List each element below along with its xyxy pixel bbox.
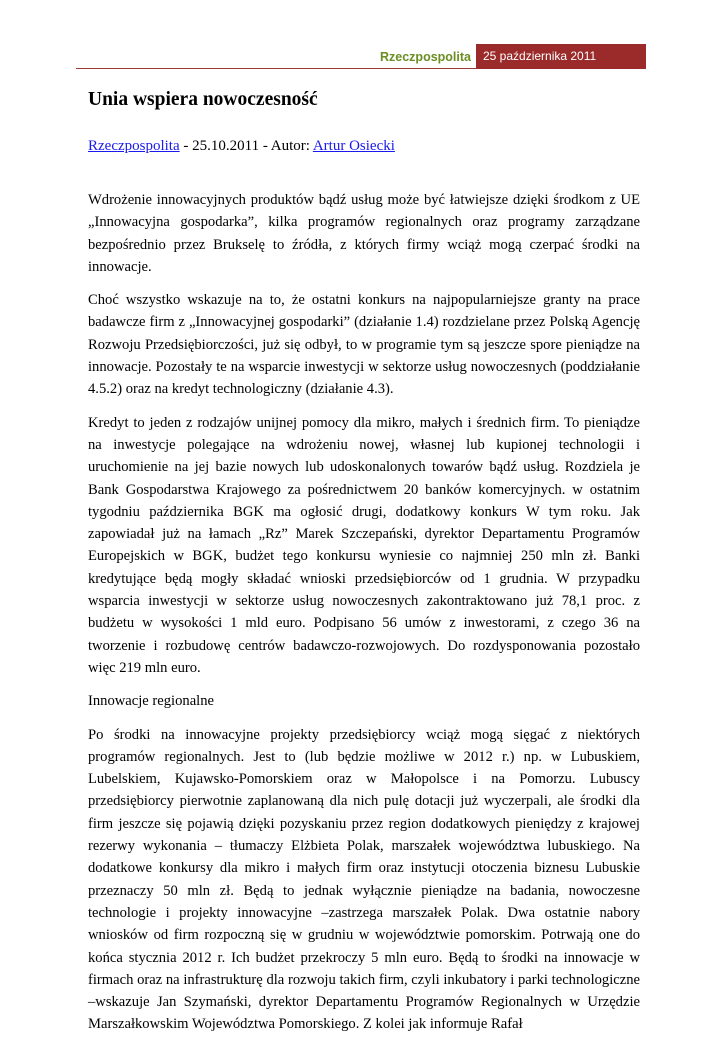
section-subheading: Innowacje regionalne xyxy=(88,693,215,710)
source-link[interactable]: Rzeczpospolita xyxy=(88,138,180,154)
header-date-badge: 25 października 2011 xyxy=(476,44,646,69)
byline-date: - 25.10.2011 - Autor: xyxy=(179,138,313,154)
publication-brand: Rzeczpospolita xyxy=(380,50,471,64)
article-body xyxy=(88,189,640,1036)
paragraph: Choć wszystko wskazuje na to, że ostatni konkurs na najpopularniejsze granty na prace badawcze firm z „Innowacyjnej gospodarki” (działanie 1.4) rozdzielane przez Polską Agencję Rozwoju Przedsiębiorczości, już się odbył, to w programie tym są jeszcze spore pieniądze na innowacje. Pozostały te na wsparcie inwestycji w sektorze usług nowoczesnych (poddziałanie 4.5.2) oraz na kredyt technologiczny (działanie 4.3). xyxy=(88,292,640,398)
paragraph: Kredyt to jeden z rodzajów unijnej pomocy dla mikro, małych i średnich firm. To pieniądze na inwestycje polegające na wdrożeniu nowej, własnej lub kupionej technologii i uruchomienie na jej bazie nowych lub udoskonalonych towarów bądź usług. Rozdziela je Bank Gospodarstwa Krajowego za pośrednictwem 20 banków komercyjnych. w ostatnim tygodniu października BGK ma ogłosić drugi, dodatkowy konkurs W tym roku. Jak zapowiadał już na łamach „Rz” Marek Szczepański, dyrektor Departamentu Programów Europejskich w BGK, budżet tego konkursu wyniesie co najmniej 250 mln zł. Banki kredytujące będą mogły składać wnioski przedsiębiorców od 1 grudnia. W przypadku wsparcia inwestycji w sektorze usług nowoczesnych zakontraktowano już 78,1 proc. z budżetu w wysokości 1 mld euro. Podpisano 56 umów z inwestorami, z czego 36 na tworzenie i rozbudowę centrów badawczo-rozwojowych. Do rozdysponowania pozostało więc 219 mln euro. xyxy=(88,414,640,676)
paragraph: Po środki na innowacyjne projekty przedsiębiorcy wciąż mogą sięgać z niektórych programów regionalnych. Jest to (lub będzie możliwe w 2012 r.) np. w Lubuskiem, Lubelskiem, Kujawsko-Pomorskiem oraz w Małopolsce i na Pomorzu. Lubuscy przedsiębiorcy pierwotnie zaplanowaną dla nich pulę dotacji już wyczerpali, ale środki dla firm jeszcze się pojawią dzięki pozyskaniu przez region dodatkowych pieniędzy z krajowej rezerwy wykonania – tłumaczy Elżbieta Polak, marszałek województwa lubuskiego. Na dodatkowe konkursy dla mikro i małych firm oraz instytucji otoczenia biznesu Lubuskie przeznaczy 50 mln zł. Będą to jednak wyłącznie pieniądze na badania, nowoczesne technologie i projekty innowacyjne –zastrzega marszałek Polak. Dwa ostatnie nabory wniosków od firm rozpoczną się w grudniu w województwie pomorskim. Potrwają one do końca stycznia 2012 r. Ich budżet przekroczy 5 mln euro. Będą to środki na innowacje w firmach oraz na infrastrukturę dla rozwoju takich firm, czyli inkubatory i parki technologiczne –wskazuje Jan Szymański, dyrektor Departamentu Programów Regionalnych w Urzędzie Marszałkowskim Województwa Pomorskiego. Z kolei jak informuje Rafał xyxy=(88,726,640,1033)
byline xyxy=(88,136,640,156)
article xyxy=(88,86,640,1047)
author-link[interactable]: Artur Osiecki xyxy=(312,138,395,154)
paragraph-intro: Wdrożenie innowacyjnych produktów bądź usług może być łatwiejsze dzięki środkom z UE „Innowacyjna gospodarka”, kilka programów regionalnych oraz programy zarządzane bezpośrednio przez Brukselę to źródła, z których firmy wciąż mogą czerpać środki na innowacje. xyxy=(88,192,640,275)
article-title: Unia wspiera nowoczesność xyxy=(88,89,318,110)
